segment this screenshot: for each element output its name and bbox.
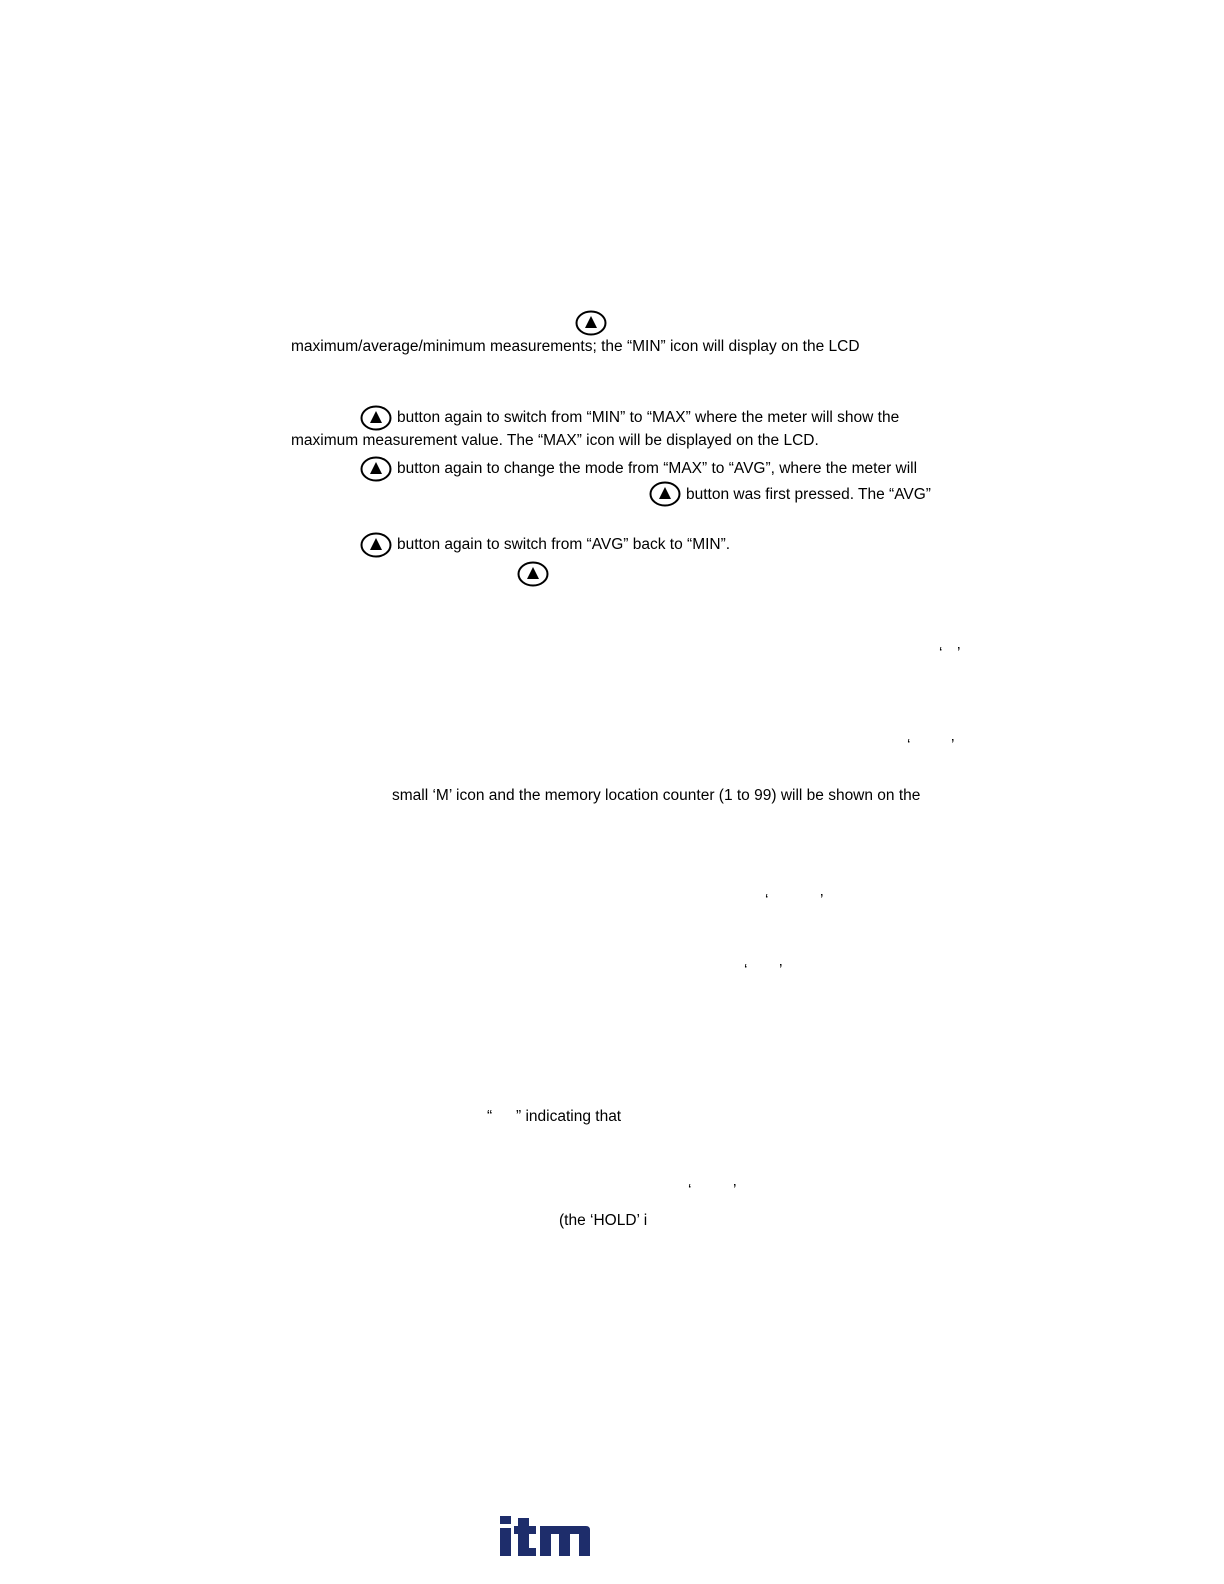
text-line: ” indicating that — [516, 1108, 622, 1125]
text-line: small ‘M’ icon and the memory location counter (1 to 99) will be shown on the — [392, 787, 921, 804]
quote-fragment: ‘ — [765, 892, 769, 909]
up-arrow-button-icon — [575, 310, 607, 336]
text-line: (the ‘HOLD’ i — [559, 1212, 648, 1229]
quote-fragment: ‘ — [744, 962, 748, 979]
quote-fragment: ’ — [820, 892, 824, 909]
up-arrow-button-icon — [360, 405, 392, 431]
quote-fragment: ’ — [779, 962, 783, 979]
quote-fragment: ‘ — [907, 737, 911, 754]
itm-logo — [498, 1514, 592, 1558]
quote-fragment: ’ — [957, 645, 961, 662]
up-arrow-button-icon — [517, 561, 549, 587]
up-arrow-button-icon — [649, 481, 681, 507]
text-line: maximum/average/minimum measurements; the “MIN” icon will display on the LCD — [291, 338, 860, 355]
up-arrow-button-icon — [360, 456, 392, 482]
up-arrow-button-icon — [360, 532, 392, 558]
text-line: button was first pressed. The “AVG” — [686, 486, 931, 503]
text-line: maximum measurement value. The “MAX” icon will be displayed on the LCD. — [291, 432, 819, 449]
text-line: button again to change the mode from “MAX” to “AVG”, where the meter will — [397, 460, 918, 477]
quote-fragment: ’ — [733, 1182, 737, 1199]
quote-fragment: ’ — [951, 737, 955, 754]
text-line: button again to switch from “AVG” back to “MIN”. — [397, 536, 731, 553]
text-line: button again to switch from “MIN” to “MAX” where the meter will show the — [397, 409, 900, 426]
quote-fragment: “ — [487, 1108, 493, 1125]
quote-fragment: ‘ — [688, 1182, 692, 1199]
quote-fragment: ‘ — [939, 645, 943, 662]
